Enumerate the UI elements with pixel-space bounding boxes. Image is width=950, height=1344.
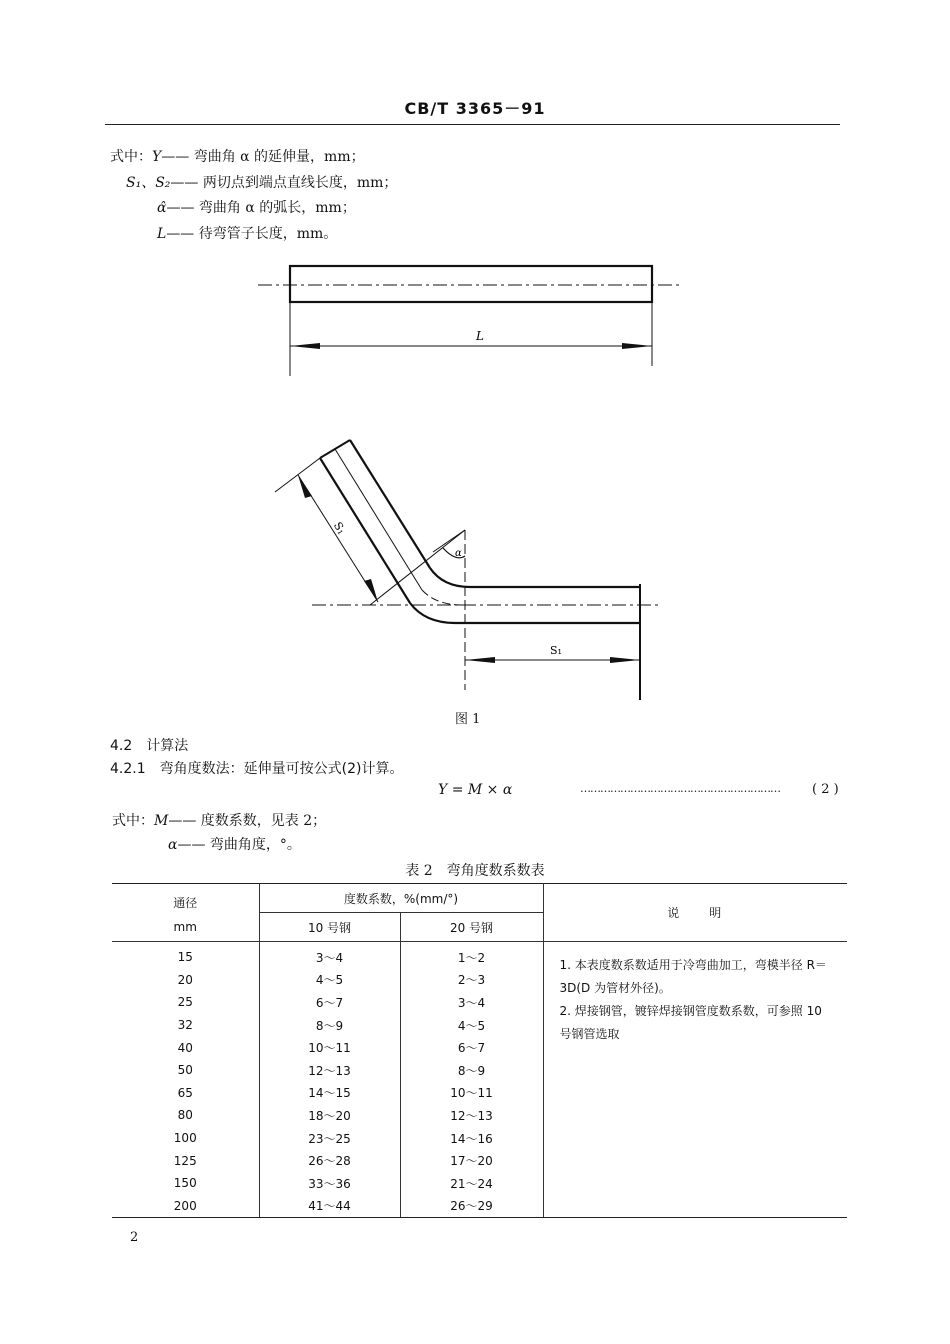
cell-steel-10: 18～20 (259, 1104, 400, 1127)
cell-diameter: 20 (112, 969, 259, 992)
header-diameter-unit: mm (173, 919, 197, 934)
cell-steel-20: 21～24 (400, 1172, 543, 1195)
cell-steel-20: 8～9 (400, 1059, 543, 1082)
definition-symbol: M (154, 813, 169, 829)
cell-steel-10: 8～9 (259, 1014, 400, 1037)
cell-diameter: 150 (112, 1172, 259, 1195)
cell-steel-10: 41～44 (259, 1195, 400, 1218)
definition-prefix: 式中： (112, 813, 154, 829)
cell-notes (543, 942, 847, 1218)
cell-diameter: 50 (112, 1059, 259, 1082)
cell-steel-10: 10～11 (259, 1036, 400, 1059)
cell-steel-20: 4～5 (400, 1014, 543, 1037)
figure-label-s1-bottom: S₁ (550, 644, 562, 657)
cell-steel-10: 23～25 (259, 1127, 400, 1150)
cell-steel-20: 10～11 (400, 1082, 543, 1105)
cell-steel-20: 14～16 (400, 1127, 543, 1150)
definition-symbol: Y (152, 149, 162, 165)
cell-steel-10: 4～5 (259, 969, 400, 992)
figure-caption: 图 1 (455, 712, 481, 727)
formula-expression: Y = M × α (438, 782, 513, 798)
cell-diameter: 15 (112, 942, 259, 969)
table-row (112, 942, 847, 969)
header-diameter-label: 通径 (173, 895, 198, 910)
definition-prefix: 式中： (110, 149, 152, 165)
dimension-arrow-right (622, 343, 652, 349)
s1-left-extension (275, 458, 320, 492)
s1-left-arrow-bottom (364, 579, 378, 602)
definition-text: —— 弯曲角 α 的弧长，mm； (166, 200, 356, 216)
bent-pipe-centerline-slant (335, 449, 422, 590)
cell-diameter: 200 (112, 1195, 259, 1218)
s1-bottom-arrow-right (610, 657, 640, 663)
table-caption: 表 2 弯角度数系数表 (405, 863, 545, 879)
cell-steel-20: 2～3 (400, 969, 543, 992)
section-heading-4-2 (110, 735, 188, 755)
cell-diameter: 25 (112, 991, 259, 1014)
cell-steel-20: 12～13 (400, 1104, 543, 1127)
cell-steel-10: 14～15 (259, 1082, 400, 1105)
header-diameter (112, 884, 259, 942)
formula-definition-m (112, 810, 326, 830)
definition-text: —— 弯曲角 α 的延伸量，mm； (161, 149, 365, 165)
bent-pipe-inner-straight (350, 440, 430, 568)
cell-diameter: 65 (112, 1082, 259, 1105)
straight-pipe-outline (290, 266, 652, 302)
cell-diameter: 125 (112, 1149, 259, 1172)
cell-diameter: 100 (112, 1127, 259, 1150)
figure-label-alpha: α (455, 548, 462, 559)
cell-diameter: 32 (112, 1014, 259, 1037)
section-heading-4-2-1 (110, 758, 403, 778)
s1-bottom-arrow-left (465, 657, 495, 663)
formula-number: ( 2 ) (812, 782, 839, 797)
header-steel-20: 20 号钢 (400, 913, 543, 942)
definition-symbol: L (157, 226, 167, 242)
cell-steel-20: 1～2 (400, 942, 543, 969)
formula-definition-alpha (168, 834, 301, 854)
note-item: 1. 本表度数系数适用于冷弯曲加工，弯模半径 R＝3D(D 为管材外径)。 (559, 958, 827, 995)
definition-text: —— 弯曲角度，°。 (177, 837, 301, 853)
cell-steel-20: 3～4 (400, 991, 543, 1014)
cell-steel-20: 17～20 (400, 1149, 543, 1172)
figure-label-l: L (476, 329, 484, 343)
document-code: CB/T 3365－91 (404, 99, 546, 118)
header-steel-10: 10 号钢 (259, 913, 400, 942)
header-note: 说 明 (543, 884, 847, 942)
section-number: 4.2.1 (110, 761, 146, 777)
definition-symbol: α̂ (157, 200, 167, 216)
page-number: 2 (130, 1230, 139, 1245)
cell-steel-20: 6～7 (400, 1036, 543, 1059)
figure-label-s1-left: S₁ (330, 519, 349, 537)
cell-steel-10: 26～28 (259, 1149, 400, 1172)
definition-symbol: S₁、S₂ (126, 175, 171, 191)
definition-text: —— 度数系数，见表 2； (168, 813, 327, 829)
definition-symbol: α (168, 837, 178, 853)
section-number: 4.2 (110, 738, 133, 754)
dimension-arrow-left (290, 343, 320, 349)
cell-steel-20: 26～29 (400, 1195, 543, 1218)
definition-text: —— 两切点到端点直线长度，mm； (170, 175, 398, 191)
s1-left-arrow-top (298, 475, 312, 498)
table-header-row (112, 884, 847, 913)
note-item: 2. 焊接钢管，镀锌焊接钢管度数系数，可参照 10 号钢管选取 (559, 1004, 822, 1041)
formula-leader-dots: …………………………………………………… (580, 782, 780, 795)
cell-diameter: 40 (112, 1036, 259, 1059)
bent-pipe-outer-curve (410, 603, 640, 623)
tangent-slant (370, 530, 465, 605)
coefficient-table (112, 883, 847, 1218)
cell-steel-10: 6～7 (259, 991, 400, 1014)
cell-diameter: 80 (112, 1104, 259, 1127)
definition-text: —— 待弯管子长度，mm。 (166, 226, 338, 242)
cell-steel-10: 12～13 (259, 1059, 400, 1082)
header-coefficient: 度数系数，%(mm/°) (259, 884, 543, 913)
bent-pipe-inner-curve (430, 568, 640, 587)
section-title: 计算法 (146, 738, 189, 754)
cell-steel-10: 3～4 (259, 942, 400, 969)
cell-steel-10: 33～36 (259, 1172, 400, 1195)
bent-pipe-centerline-arc (422, 590, 462, 605)
section-title: 弯角度数法：延伸量可按公式(2)计算。 (159, 761, 404, 777)
